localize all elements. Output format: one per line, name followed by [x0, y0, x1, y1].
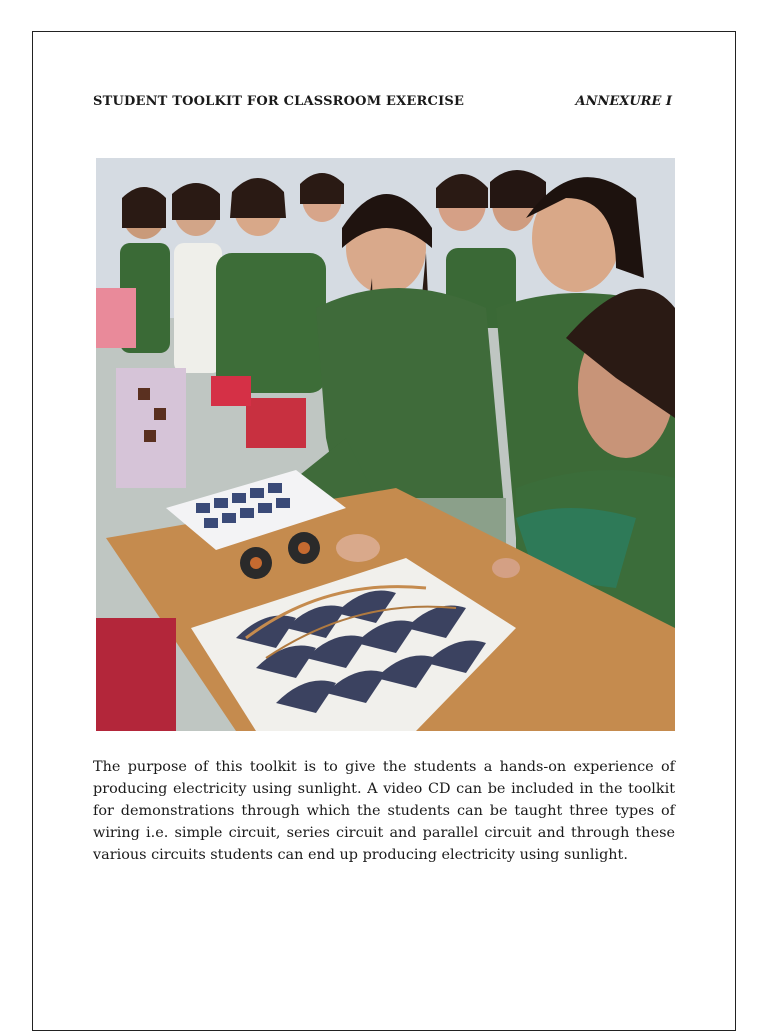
students-solar-photo — [96, 158, 675, 731]
annexure-label: ANNEXURE I — [575, 94, 672, 109]
document-title: STUDENT TOOLKIT FOR CLASSROOM EXERCISE — [93, 94, 465, 109]
purpose-paragraph: The purpose of this toolkit is to give the students a hands-on experience of producing electricity using sunlight. A video CD can be included in the toolkit for demonstrations through which the students can be taught three types of wiring i.e. simple circuit, series circuit and parallel circuit and through these various circuits students can end up producing electricity using sunlight. — [93, 759, 675, 863]
